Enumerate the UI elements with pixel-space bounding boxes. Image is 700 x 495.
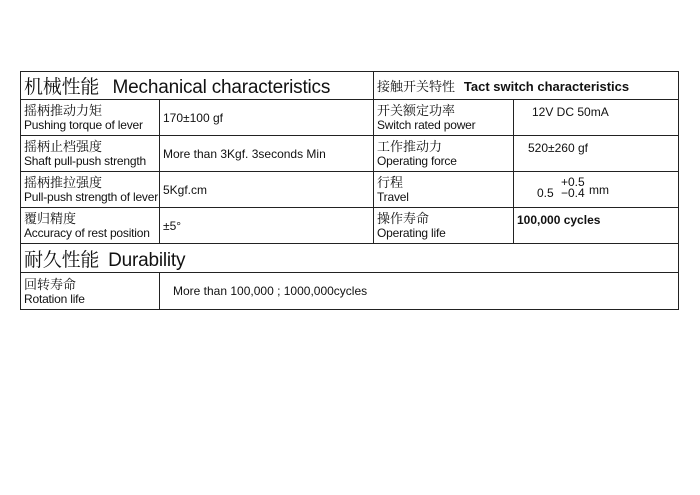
table-row <box>21 136 679 172</box>
param-label <box>21 208 160 244</box>
spec-table <box>20 71 679 310</box>
durability-title-cn: 耐久性能 <box>24 249 100 271</box>
param-cn: 行程 <box>377 175 404 190</box>
param-value <box>160 172 374 208</box>
param-value <box>514 208 679 244</box>
travel-tolerance <box>561 174 585 200</box>
value-text: 170±100 gf <box>163 110 223 125</box>
param-value <box>160 100 374 136</box>
param-label <box>21 100 160 136</box>
param-cn: 工作推动力 <box>377 139 443 154</box>
param-cn: 覆归精度 <box>24 211 77 226</box>
travel-unit: mm <box>589 182 609 197</box>
param-label <box>21 136 160 172</box>
tact-switch-header <box>374 72 679 100</box>
param-en: Switch rated power <box>377 118 476 132</box>
table-row <box>21 208 679 244</box>
param-en: Operating life <box>377 226 446 240</box>
tolerance-plus: +0.5 <box>561 174 585 189</box>
durability-header <box>21 244 679 273</box>
param-value <box>514 172 679 208</box>
param-en: Pull-push strength of lever <box>24 190 159 204</box>
param-label <box>21 172 160 208</box>
param-cn: 摇柄推拉强度 <box>24 175 103 190</box>
param-cn: 摇柄推动力矩 <box>24 103 103 118</box>
value-text: 520±260 gf <box>528 141 588 155</box>
param-label <box>374 100 514 136</box>
tolerance-minus: −0.4 <box>561 185 585 200</box>
value-text: 5Kgf.cm <box>163 182 208 197</box>
param-label <box>374 208 514 244</box>
table-row <box>21 172 679 208</box>
param-label <box>374 172 514 208</box>
value-text: ±5° <box>163 218 182 233</box>
value-text: 12V DC 50mA <box>532 105 609 119</box>
spec-sheet <box>20 71 678 310</box>
param-en: Shaft pull-push strength <box>24 154 146 168</box>
param-value <box>514 136 679 172</box>
durability-header-row <box>21 244 679 273</box>
param-cn: 回转寿命 <box>24 276 77 292</box>
mechanical-title-en: Mechanical characteristics <box>112 77 331 98</box>
param-cn: 操作寿命 <box>377 211 430 226</box>
header-row <box>21 72 679 100</box>
value-text: More than 100,000 ; 1000,000cycles <box>173 284 368 298</box>
param-value <box>160 273 679 310</box>
travel-base: 0.5 <box>537 185 554 200</box>
param-en: Travel <box>377 190 409 204</box>
value-text: 100,000 cycles <box>517 213 601 227</box>
table-row <box>21 100 679 136</box>
value-text: More than 3Kgf. 3seconds Min <box>163 146 326 161</box>
param-label <box>374 136 514 172</box>
mechanical-header <box>21 72 374 100</box>
param-label <box>21 273 160 310</box>
param-value <box>160 208 374 244</box>
param-en: Pushing torque of lever <box>24 118 143 132</box>
param-en: Operating force <box>377 154 457 168</box>
mechanical-title-cn: 机械性能 <box>24 77 100 98</box>
param-cn: 开关额定功率 <box>377 103 456 118</box>
param-cn: 摇柄止档强度 <box>24 139 103 154</box>
param-value <box>514 100 679 136</box>
tact-switch-title-cn: 接触开关特性 <box>377 78 456 94</box>
travel-value <box>517 175 675 205</box>
param-en: Accuracy of rest position <box>24 226 150 240</box>
tact-switch-title-en: Tact switch characteristics <box>463 78 630 94</box>
durability-title-en: Durability <box>108 249 186 271</box>
table-row <box>21 273 679 310</box>
param-en: Rotation life <box>24 291 85 306</box>
param-value <box>160 136 374 172</box>
